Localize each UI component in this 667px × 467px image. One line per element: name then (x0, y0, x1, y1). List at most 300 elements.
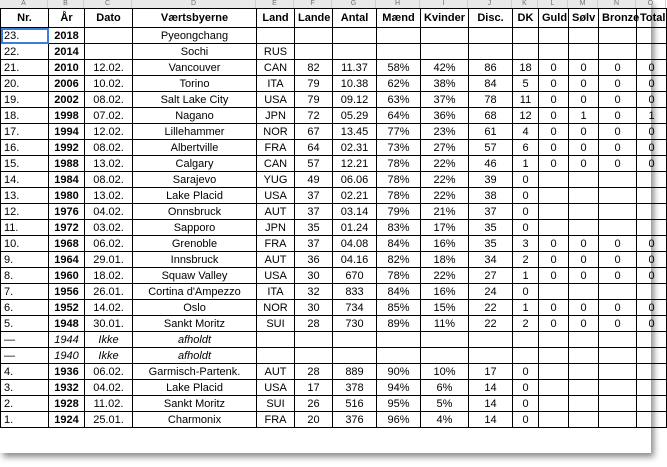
cell-men[interactable]: 84% (377, 284, 421, 300)
cell-bronze[interactable] (599, 332, 637, 348)
cell-year[interactable]: 1928 (49, 396, 85, 412)
cell-disciplines[interactable]: 68 (469, 108, 513, 124)
cell-men[interactable]: 73% (377, 140, 421, 156)
cell-bronze[interactable]: 0 (599, 300, 637, 316)
cell-host-city[interactable]: Innsbruck (133, 252, 257, 268)
header-athletes[interactable]: Antal (333, 9, 377, 28)
cell-host-city[interactable]: Onnsbruck (133, 204, 257, 220)
cell-men[interactable]: 96% (377, 412, 421, 428)
cell-disciplines[interactable]: 27 (469, 268, 513, 284)
cell-host-city[interactable]: Charmonix (133, 412, 257, 428)
cell-year[interactable]: 2018 (49, 28, 85, 44)
header-disciplines[interactable]: Disc. (469, 9, 513, 28)
cell-dk[interactable]: 0 (513, 188, 539, 204)
cell-athletes[interactable]: 04.08 (333, 236, 377, 252)
cell-dk[interactable]: 18 (513, 60, 539, 76)
cell-date[interactable]: 04.02. (85, 204, 133, 220)
cell-disciplines[interactable]: 35 (469, 220, 513, 236)
column-letter-a[interactable]: A (0, 0, 48, 8)
cell-host-city[interactable]: Lillehammer (133, 124, 257, 140)
cell-date[interactable]: 11.02. (85, 396, 133, 412)
cell-year[interactable]: 1992 (49, 140, 85, 156)
cell-athletes[interactable]: 833 (333, 284, 377, 300)
cell-country[interactable]: SUI (257, 316, 295, 332)
cell-men[interactable]: 85% (377, 300, 421, 316)
cell-nr[interactable]: 16. (1, 140, 49, 156)
cell-gold[interactable]: 0 (539, 300, 569, 316)
cell-silver[interactable] (569, 220, 599, 236)
cell-nations[interactable]: 79 (295, 92, 333, 108)
cell-country[interactable]: USA (257, 380, 295, 396)
cell-athletes[interactable]: 04.16 (333, 252, 377, 268)
cell-gold[interactable]: 0 (539, 316, 569, 332)
cell-silver[interactable] (569, 172, 599, 188)
cell-country[interactable]: YUG (257, 172, 295, 188)
cell-dk[interactable]: 0 (513, 412, 539, 428)
cell-nr[interactable]: 1. (1, 412, 49, 428)
cell-nations[interactable]: 49 (295, 172, 333, 188)
header-dk[interactable]: DK (513, 9, 539, 28)
cell-date[interactable]: 26.01. (85, 284, 133, 300)
cell-gold[interactable] (539, 396, 569, 412)
cell-dk[interactable]: 5 (513, 76, 539, 92)
cell-women[interactable]: 11% (421, 316, 469, 332)
cell-date[interactable]: 08.02. (85, 140, 133, 156)
cell-nr[interactable]: 13. (1, 188, 49, 204)
cell-total[interactable] (637, 332, 667, 348)
cell-total[interactable] (637, 204, 667, 220)
cell-athletes[interactable]: 02.21 (333, 188, 377, 204)
cell-bronze[interactable]: 0 (599, 140, 637, 156)
header-date[interactable]: Dato (85, 9, 133, 28)
column-letter-l[interactable]: L (538, 0, 568, 8)
cell-gold[interactable]: 0 (539, 92, 569, 108)
cell-men[interactable]: 84% (377, 236, 421, 252)
cell-total[interactable] (637, 28, 667, 44)
cell-host-city[interactable]: Grenoble (133, 236, 257, 252)
cell-silver[interactable] (569, 28, 599, 44)
cell-nations[interactable]: 79 (295, 76, 333, 92)
cell-host-city[interactable]: afholdt (133, 348, 257, 364)
cell-date[interactable]: Ikke (85, 348, 133, 364)
cell-nr[interactable]: 20. (1, 76, 49, 92)
cell-men[interactable]: 64% (377, 108, 421, 124)
cell-disciplines[interactable] (469, 44, 513, 60)
cell-women[interactable]: 42% (421, 60, 469, 76)
cell-women[interactable]: 5% (421, 396, 469, 412)
cell-host-city[interactable]: Pyeongchang (133, 28, 257, 44)
cell-country[interactable] (257, 348, 295, 364)
cell-country[interactable]: AUT (257, 252, 295, 268)
cell-athletes[interactable]: 670 (333, 268, 377, 284)
cell-dk[interactable]: 0 (513, 172, 539, 188)
cell-bronze[interactable] (599, 188, 637, 204)
cell-women[interactable]: 22% (421, 188, 469, 204)
cell-country[interactable]: FRA (257, 236, 295, 252)
cell-women[interactable] (421, 44, 469, 60)
cell-host-city[interactable]: Lake Placid (133, 380, 257, 396)
cell-athletes[interactable]: 730 (333, 316, 377, 332)
cell-country[interactable]: AUT (257, 204, 295, 220)
cell-bronze[interactable] (599, 28, 637, 44)
cell-nations[interactable] (295, 28, 333, 44)
cell-nr[interactable]: 12. (1, 204, 49, 220)
cell-nations[interactable]: 67 (295, 124, 333, 140)
cell-host-city[interactable]: Salt Lake City (133, 92, 257, 108)
cell-disciplines[interactable]: 14 (469, 380, 513, 396)
cell-dk[interactable]: 0 (513, 364, 539, 380)
cell-dk[interactable]: 4 (513, 124, 539, 140)
cell-gold[interactable]: 0 (539, 140, 569, 156)
cell-women[interactable]: 37% (421, 92, 469, 108)
cell-date[interactable]: 13.02. (85, 188, 133, 204)
cell-date[interactable]: 10.02. (85, 76, 133, 92)
cell-year[interactable]: 2014 (49, 44, 85, 60)
cell-dk[interactable]: 3 (513, 236, 539, 252)
cell-disciplines[interactable]: 86 (469, 60, 513, 76)
cell-country[interactable]: ITA (257, 284, 295, 300)
cell-bronze[interactable] (599, 44, 637, 60)
cell-date[interactable]: 04.02. (85, 380, 133, 396)
cell-gold[interactable] (539, 204, 569, 220)
cell-total[interactable] (637, 220, 667, 236)
cell-disciplines[interactable] (469, 348, 513, 364)
cell-dk[interactable]: 12 (513, 108, 539, 124)
cell-athletes[interactable]: 03.14 (333, 204, 377, 220)
cell-nr[interactable]: 7. (1, 284, 49, 300)
cell-nations[interactable]: 37 (295, 188, 333, 204)
cell-nations[interactable]: 35 (295, 220, 333, 236)
cell-dk[interactable]: 11 (513, 92, 539, 108)
header-gold[interactable]: Guld (539, 9, 569, 28)
header-bronze[interactable]: Bronze (599, 9, 637, 28)
cell-gold[interactable]: 0 (539, 156, 569, 172)
cell-silver[interactable]: 0 (569, 92, 599, 108)
cell-nr[interactable]: — (1, 332, 49, 348)
cell-country[interactable]: CAN (257, 60, 295, 76)
cell-silver[interactable] (569, 348, 599, 364)
cell-women[interactable]: 16% (421, 236, 469, 252)
cell-men[interactable]: 58% (377, 60, 421, 76)
cell-year[interactable]: 1984 (49, 172, 85, 188)
cell-nations[interactable] (295, 332, 333, 348)
cell-nr[interactable]: 4. (1, 364, 49, 380)
column-letter-j[interactable]: J (468, 0, 512, 8)
cell-country[interactable]: ITA (257, 76, 295, 92)
cell-bronze[interactable]: 0 (599, 60, 637, 76)
cell-total[interactable]: 0 (637, 124, 667, 140)
cell-bronze[interactable]: 0 (599, 124, 637, 140)
cell-women[interactable]: 6% (421, 380, 469, 396)
cell-date[interactable]: 14.02. (85, 300, 133, 316)
column-letter-o[interactable]: O (636, 0, 666, 8)
cell-host-city[interactable]: Squaw Valley (133, 268, 257, 284)
cell-nr[interactable]: 11. (1, 220, 49, 236)
cell-men[interactable]: 78% (377, 172, 421, 188)
cell-gold[interactable] (539, 364, 569, 380)
cell-country[interactable]: CAN (257, 156, 295, 172)
cell-men[interactable]: 79% (377, 204, 421, 220)
cell-nr[interactable]: 22. (1, 44, 49, 60)
cell-men[interactable]: 62% (377, 76, 421, 92)
cell-gold[interactable] (539, 412, 569, 428)
cell-gold[interactable]: 0 (539, 76, 569, 92)
cell-dk[interactable] (513, 28, 539, 44)
cell-bronze[interactable]: 0 (599, 268, 637, 284)
cell-date[interactable]: 29.01. (85, 252, 133, 268)
cell-athletes[interactable]: 11.37 (333, 60, 377, 76)
cell-athletes[interactable]: 01.24 (333, 220, 377, 236)
cell-men[interactable] (377, 348, 421, 364)
cell-dk[interactable]: 6 (513, 140, 539, 156)
column-letter-n[interactable]: N (598, 0, 636, 8)
cell-men[interactable]: 90% (377, 364, 421, 380)
cell-disciplines[interactable]: 17 (469, 364, 513, 380)
header-host-city[interactable]: Værtsbyerne (133, 9, 257, 28)
cell-gold[interactable] (539, 284, 569, 300)
header-men[interactable]: Mænd (377, 9, 421, 28)
column-letter-m[interactable]: M (568, 0, 598, 8)
cell-year[interactable]: 1924 (49, 412, 85, 428)
cell-date[interactable] (85, 28, 133, 44)
cell-host-city[interactable]: Torino (133, 76, 257, 92)
cell-disciplines[interactable]: 84 (469, 76, 513, 92)
cell-bronze[interactable]: 0 (599, 316, 637, 332)
cell-host-city[interactable]: Sarajevo (133, 172, 257, 188)
cell-nr[interactable]: 21. (1, 60, 49, 76)
cell-bronze[interactable]: 0 (599, 236, 637, 252)
cell-year[interactable]: 1976 (49, 204, 85, 220)
cell-nations[interactable]: 57 (295, 156, 333, 172)
cell-men[interactable] (377, 44, 421, 60)
cell-date[interactable]: 03.02. (85, 220, 133, 236)
cell-date[interactable]: 13.02. (85, 156, 133, 172)
cell-silver[interactable]: 0 (569, 300, 599, 316)
cell-men[interactable]: 78% (377, 156, 421, 172)
cell-women[interactable]: 10% (421, 364, 469, 380)
cell-athletes[interactable]: 516 (333, 396, 377, 412)
cell-nations[interactable]: 30 (295, 300, 333, 316)
cell-dk[interactable]: 1 (513, 156, 539, 172)
cell-total[interactable]: 0 (637, 268, 667, 284)
cell-disciplines[interactable]: 14 (469, 396, 513, 412)
cell-nations[interactable]: 82 (295, 60, 333, 76)
cell-total[interactable]: 0 (637, 76, 667, 92)
cell-year[interactable]: 1972 (49, 220, 85, 236)
cell-athletes[interactable]: 12.21 (333, 156, 377, 172)
cell-date[interactable] (85, 44, 133, 60)
cell-bronze[interactable]: 0 (599, 252, 637, 268)
cell-bronze[interactable]: 0 (599, 76, 637, 92)
cell-women[interactable] (421, 28, 469, 44)
cell-silver[interactable] (569, 188, 599, 204)
cell-host-city[interactable]: Albertville (133, 140, 257, 156)
cell-athletes[interactable]: 10.38 (333, 76, 377, 92)
cell-dk[interactable]: 0 (513, 220, 539, 236)
cell-total[interactable]: 0 (637, 236, 667, 252)
cell-nr[interactable]: 23. (1, 28, 49, 44)
cell-women[interactable]: 17% (421, 220, 469, 236)
cell-country[interactable]: NOR (257, 300, 295, 316)
cell-nations[interactable]: 28 (295, 364, 333, 380)
cell-athletes[interactable] (333, 44, 377, 60)
cell-women[interactable] (421, 348, 469, 364)
cell-women[interactable]: 15% (421, 300, 469, 316)
cell-total[interactable]: 0 (637, 156, 667, 172)
cell-gold[interactable] (539, 188, 569, 204)
cell-nations[interactable]: 37 (295, 236, 333, 252)
header-year[interactable]: År (49, 9, 85, 28)
cell-athletes[interactable] (333, 332, 377, 348)
cell-bronze[interactable] (599, 204, 637, 220)
cell-host-city[interactable]: Vancouver (133, 60, 257, 76)
cell-silver[interactable]: 0 (569, 316, 599, 332)
cell-gold[interactable] (539, 220, 569, 236)
cell-men[interactable]: 82% (377, 252, 421, 268)
cell-nations[interactable]: 32 (295, 284, 333, 300)
cell-women[interactable]: 23% (421, 124, 469, 140)
cell-athletes[interactable]: 09.12 (333, 92, 377, 108)
cell-silver[interactable]: 0 (569, 60, 599, 76)
cell-year[interactable]: 2002 (49, 92, 85, 108)
cell-women[interactable]: 4% (421, 412, 469, 428)
cell-total[interactable]: 0 (637, 300, 667, 316)
cell-disciplines[interactable]: 39 (469, 172, 513, 188)
cell-silver[interactable] (569, 396, 599, 412)
cell-disciplines[interactable]: 46 (469, 156, 513, 172)
cell-nr[interactable]: 14. (1, 172, 49, 188)
cell-dk[interactable]: 0 (513, 380, 539, 396)
header-total[interactable]: Total (637, 9, 667, 28)
cell-women[interactable]: 22% (421, 268, 469, 284)
cell-bronze[interactable] (599, 172, 637, 188)
cell-nr[interactable]: 9. (1, 252, 49, 268)
cell-women[interactable]: 16% (421, 284, 469, 300)
cell-year[interactable]: 1964 (49, 252, 85, 268)
cell-country[interactable]: USA (257, 268, 295, 284)
cell-nr[interactable]: 3. (1, 380, 49, 396)
cell-men[interactable] (377, 332, 421, 348)
cell-host-city[interactable]: Sochi (133, 44, 257, 60)
cell-host-city[interactable]: Lake Placid (133, 188, 257, 204)
cell-bronze[interactable] (599, 364, 637, 380)
cell-host-city[interactable]: afholdt (133, 332, 257, 348)
cell-disciplines[interactable]: 61 (469, 124, 513, 140)
cell-total[interactable]: 0 (637, 92, 667, 108)
cell-dk[interactable]: 2 (513, 252, 539, 268)
header-nr[interactable]: Nr. (1, 9, 49, 28)
cell-total[interactable] (637, 284, 667, 300)
column-letter-h[interactable]: H (376, 0, 420, 8)
cell-women[interactable]: 22% (421, 172, 469, 188)
cell-silver[interactable] (569, 412, 599, 428)
cell-country[interactable]: RUS (257, 44, 295, 60)
cell-total[interactable] (637, 44, 667, 60)
cell-nations[interactable]: 36 (295, 252, 333, 268)
cell-disciplines[interactable]: 24 (469, 284, 513, 300)
cell-nr[interactable]: 15. (1, 156, 49, 172)
cell-disciplines[interactable]: 57 (469, 140, 513, 156)
cell-men[interactable]: 95% (377, 396, 421, 412)
cell-country[interactable]: AUT (257, 364, 295, 380)
cell-nr[interactable]: 19. (1, 92, 49, 108)
cell-nations[interactable] (295, 44, 333, 60)
cell-disciplines[interactable]: 78 (469, 92, 513, 108)
cell-total[interactable]: 1 (637, 108, 667, 124)
cell-year[interactable]: 1994 (49, 124, 85, 140)
cell-athletes[interactable]: 13.45 (333, 124, 377, 140)
cell-host-city[interactable]: Nagano (133, 108, 257, 124)
cell-men[interactable]: 77% (377, 124, 421, 140)
cell-gold[interactable]: 0 (539, 268, 569, 284)
cell-athletes[interactable]: 378 (333, 380, 377, 396)
cell-bronze[interactable] (599, 284, 637, 300)
cell-country[interactable]: SUI (257, 396, 295, 412)
column-letter-d[interactable]: D (132, 0, 256, 8)
cell-dk[interactable]: 1 (513, 300, 539, 316)
cell-nr[interactable]: 18. (1, 108, 49, 124)
cell-total[interactable] (637, 364, 667, 380)
cell-athletes[interactable] (333, 348, 377, 364)
column-letter-f[interactable]: F (294, 0, 332, 8)
cell-gold[interactable] (539, 380, 569, 396)
cell-silver[interactable]: 0 (569, 76, 599, 92)
cell-year[interactable]: 1988 (49, 156, 85, 172)
cell-date[interactable]: 07.02. (85, 108, 133, 124)
cell-disciplines[interactable]: 38 (469, 188, 513, 204)
cell-bronze[interactable] (599, 412, 637, 428)
cell-athletes[interactable]: 02.31 (333, 140, 377, 156)
cell-gold[interactable] (539, 348, 569, 364)
cell-country[interactable] (257, 332, 295, 348)
cell-total[interactable]: 0 (637, 252, 667, 268)
cell-bronze[interactable] (599, 396, 637, 412)
cell-men[interactable]: 78% (377, 188, 421, 204)
cell-disciplines[interactable]: 37 (469, 204, 513, 220)
cell-disciplines[interactable] (469, 28, 513, 44)
cell-bronze[interactable]: 0 (599, 108, 637, 124)
cell-dk[interactable] (513, 44, 539, 60)
cell-nations[interactable]: 20 (295, 412, 333, 428)
cell-gold[interactable]: 0 (539, 252, 569, 268)
header-country[interactable]: Land (257, 9, 295, 28)
cell-bronze[interactable]: 0 (599, 156, 637, 172)
cell-men[interactable]: 83% (377, 220, 421, 236)
cell-silver[interactable] (569, 364, 599, 380)
cell-nations[interactable]: 28 (295, 316, 333, 332)
cell-gold[interactable] (539, 332, 569, 348)
cell-country[interactable]: NOR (257, 124, 295, 140)
cell-nr[interactable]: 5. (1, 316, 49, 332)
cell-silver[interactable] (569, 204, 599, 220)
cell-gold[interactable] (539, 172, 569, 188)
cell-year[interactable]: 1980 (49, 188, 85, 204)
cell-women[interactable]: 22% (421, 156, 469, 172)
header-women[interactable]: Kvinder (421, 9, 469, 28)
cell-country[interactable] (257, 28, 295, 44)
cell-athletes[interactable]: 05.29 (333, 108, 377, 124)
cell-disciplines[interactable]: 35 (469, 236, 513, 252)
cell-total[interactable] (637, 172, 667, 188)
cell-year[interactable]: 1948 (49, 316, 85, 332)
cell-disciplines[interactable] (469, 332, 513, 348)
cell-gold[interactable]: 0 (539, 236, 569, 252)
cell-year[interactable]: 1944 (49, 332, 85, 348)
cell-bronze[interactable]: 0 (599, 92, 637, 108)
cell-nations[interactable]: 17 (295, 380, 333, 396)
cell-silver[interactable]: 1 (569, 108, 599, 124)
cell-country[interactable]: JPN (257, 220, 295, 236)
